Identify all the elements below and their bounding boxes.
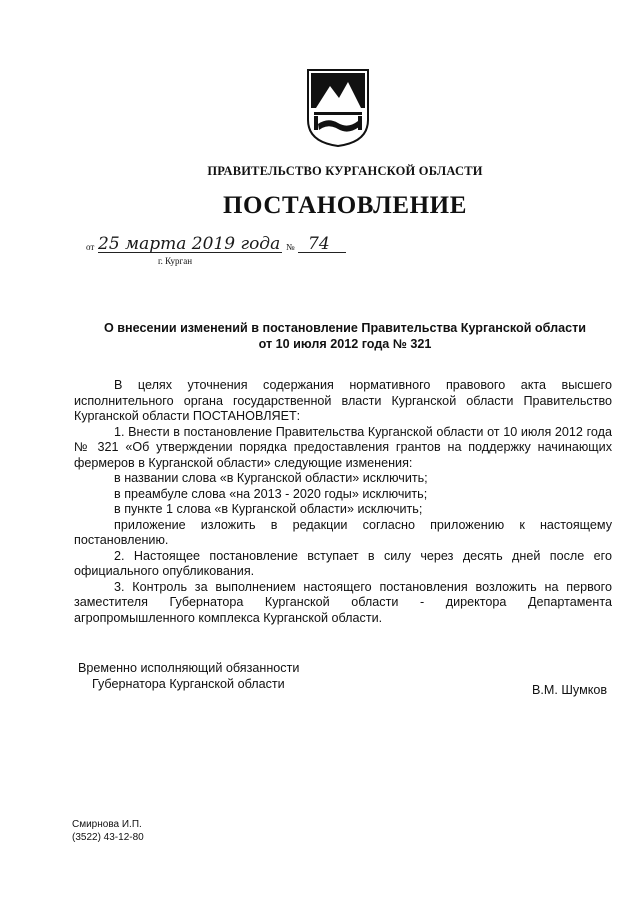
signatory-name: В.М. Шумков <box>532 683 608 697</box>
kurgan-coat-of-arms-icon <box>306 68 370 148</box>
item-3: 3. Контроль за выполнением настоящего постановления возложить на первого заместителя Губернатора Курганской области - директора Департамента агропромышленного комплекса Курганской области. <box>74 579 612 625</box>
number-handwritten: 74 <box>308 234 330 254</box>
document-body <box>74 378 612 626</box>
title-line-2: от 10 июля 2012 года № 321 <box>258 337 432 351</box>
preamble: В целях уточнения содержания нормативного правового акта высшего исполнительного органа государственной власти Курганской области Правительство Курганской области ПОСТАНОВЛЯЕТ: <box>74 378 612 423</box>
date-underline <box>98 252 282 253</box>
item-1-d: приложение изложить в редакции согласно приложению к настоящему постановлению. <box>74 517 612 547</box>
signature-position-line-2: Губернатора Курганской области <box>92 677 285 691</box>
item-1: 1. Внести в постановление Правительства Курганской области от 10 июля 2012 года № 321 «Об утверждении порядка предоставления грантов на поддержку начинающих фермеров в Курганской области» следующие изменения: <box>74 424 612 470</box>
item-1-c: в пункте 1 слова «в Курганской области» исключить; <box>114 502 423 516</box>
executor-phone: (3522) 43-12-80 <box>72 832 144 843</box>
signature-position-line-1: Временно исполняющий обязанности <box>78 661 300 675</box>
item-1-a: в названии слова «в Курганской области» исключить; <box>114 471 428 485</box>
document-type: ПОСТАНОВЛЕНИЕ <box>222 192 468 219</box>
document-title <box>80 320 610 352</box>
government-name: ПРАВИТЕЛЬСТВО КУРГАНСКОЙ ОБЛАСТИ <box>207 164 483 178</box>
date-handwritten: 25 марта 2019 года <box>98 234 281 254</box>
item-2: 2. Настоящее постановление вступает в силу через десять дней после его официального опубликования. <box>74 548 612 578</box>
number-underline <box>298 252 346 253</box>
item-1-b: в преамбуле слова «на 2013 - 2020 годы» исключить; <box>114 486 428 501</box>
city: г. Курган <box>158 256 193 266</box>
title-line-1: О внесении изменений в постановление Правительства Курганской области <box>103 321 587 335</box>
date-prefix: от <box>86 242 95 252</box>
number-prefix: № <box>286 242 295 252</box>
executor-name: Смирнова И.П. <box>72 819 142 830</box>
